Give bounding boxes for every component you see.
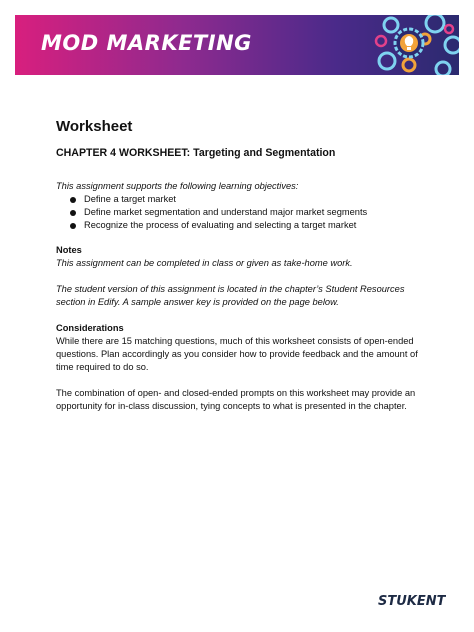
objective-text: Define a target market <box>84 194 176 204</box>
objectives-list <box>56 193 426 232</box>
lightbulb-icon <box>395 29 423 57</box>
worksheet-subtitle: CHAPTER 4 WORKSHEET: Targeting and Segmentation <box>56 147 336 159</box>
objectives-intro: This assignment supports the following learning objectives: <box>56 181 299 191</box>
considerations-paragraph-1: While there are 15 matching questions, much of this worksheet consists of open-ended questions. Plan accordingly as you consider how to provide feedback and the amount of time required to do so. <box>56 336 418 372</box>
bullet-icon <box>70 197 76 203</box>
notes-line-1: This assignment can be completed in class or given as take-home work. <box>56 258 353 268</box>
bullet-icon <box>70 223 76 229</box>
considerations-paragraph-2: The combination of open- and closed-ended prompts on this worksheet may provide an opportunity for in-class discussion, tying concepts to what is presented in the chapter. <box>56 388 416 411</box>
stukent-logo <box>378 591 446 609</box>
notes-line-2: The student version of this assignment is located in the chapter’s Student Resources section in Edify. A sample answer key is provided on the page below. <box>56 284 405 307</box>
gears-icon <box>373 15 459 75</box>
header-banner <box>15 15 459 75</box>
considerations-heading: Considerations <box>56 323 124 333</box>
logo-text: STUKENT <box>378 594 446 609</box>
banner-title: MOD MARKETING <box>41 31 252 55</box>
list-item <box>70 219 426 232</box>
objective-text: Define market segmentation and understand major market segments <box>84 207 368 217</box>
worksheet-content <box>56 118 426 413</box>
worksheet-title: Worksheet <box>56 118 133 135</box>
list-item <box>70 193 426 206</box>
objective-text: Recognize the process of evaluating and selecting a target market <box>84 220 357 230</box>
list-item <box>70 206 426 219</box>
notes-heading: Notes <box>56 245 82 255</box>
bullet-icon <box>70 210 76 216</box>
